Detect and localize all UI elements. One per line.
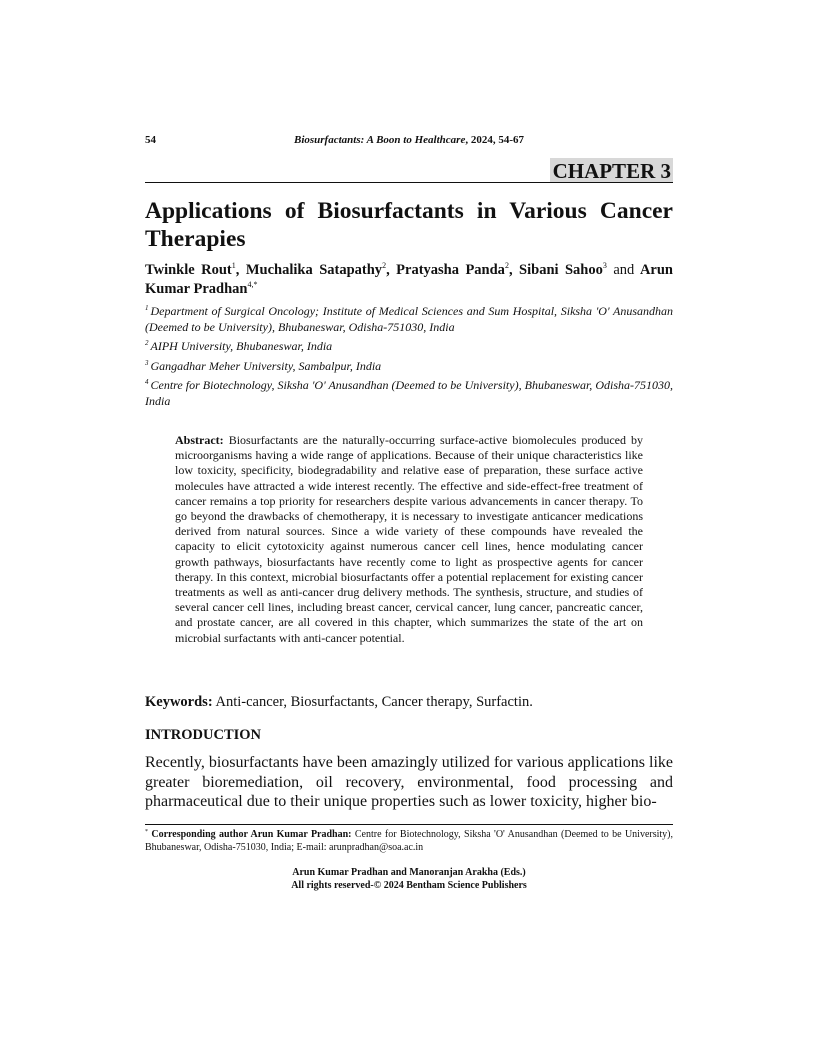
corresponding-author-footnote (145, 828, 673, 854)
affiliation-text: AIPH University, Bhubaneswar, India (150, 339, 333, 353)
section-heading-introduction: INTRODUCTION (145, 727, 262, 743)
author-affiliation-marker: 2 (504, 261, 509, 270)
author-affiliation-marker: 3 (602, 261, 607, 270)
running-head (145, 134, 673, 150)
author-name: Muchalika Satapathy (245, 262, 383, 278)
affiliation-text: Department of Surgical Oncology; Institute of Medical Sciences and Sum Hospital, Siksha 'O' Anusandhan (Deemed to be University), Bhubaneswar, Odisha-751030, India (145, 304, 673, 334)
affiliation-marker: 4 (145, 378, 149, 386)
author-affiliation-marker: 4,* (247, 280, 258, 289)
author-list (145, 261, 673, 299)
rights-line: All rights reserved-© 2024 Bentham Science Publishers (291, 879, 527, 891)
affiliation-text: Gangadhar Meher University, Sambalpur, India (150, 358, 382, 373)
author-separator: , (386, 262, 397, 278)
footnote-label: Corresponding author Arun Kumar Pradhan: (151, 829, 352, 840)
page-number: 54 (145, 134, 156, 146)
author-affiliation-marker: 2 (382, 261, 387, 270)
author-name: Arun Kumar Pradhan (145, 262, 673, 297)
author-affiliation-marker: 1 (231, 261, 236, 270)
footnote-marker: * (145, 829, 148, 835)
chapter-label: CHAPTER 3 (550, 158, 673, 183)
keywords-label: Keywords: (145, 694, 213, 710)
author-name: Pratyasha Panda (396, 262, 505, 278)
introduction-paragraph: Recently, biosurfactants have been amazingly utilized for various applications like greater bioremediation, oil recovery, environmental, food processing and pharmaceutical due to their unique properties such as lower toxicity, higher bio- (145, 754, 673, 810)
chapter-title: Applications of Biosurfactants in Various Cancer Therapies (145, 198, 673, 252)
journal-details: , 2024, 54-67 (465, 134, 524, 146)
affiliation-marker: 2 (145, 339, 149, 347)
abstract (175, 433, 643, 646)
author-separator: , (508, 262, 520, 278)
author-name: Twinkle Rout (145, 262, 232, 278)
header-rule (145, 182, 673, 183)
affiliation (145, 339, 673, 355)
editors-line: Arun Kumar Pradhan and Manoranjan Arakha (Eds.) (292, 867, 526, 878)
keywords-text: Anti-cancer, Biosurfactants, Cancer therapy, Surfactin. (215, 694, 533, 710)
keywords (145, 694, 673, 711)
affiliation-text: Centre for Biotechnology, Siksha 'O' Anusandhan (Deemed to be University), Bhubaneswar, Odisha-751030, India (145, 378, 673, 408)
author-conjunction: and (613, 262, 635, 278)
author-name: Sibani Sahoo (519, 262, 603, 278)
abstract-label: Abstract: (175, 433, 224, 447)
journal-citation (145, 134, 673, 146)
affiliation-list (145, 304, 673, 413)
footnote-rule (145, 824, 673, 825)
affiliation-marker: 1 (145, 304, 149, 312)
abstract-text: Biosurfactants are the naturally-occurring surface-active biomolecules produced by microorganisms having a wide range of applications. Because of their unique characteristics like low toxicity, specificity, biodegradability and relative ease of preparation, these surface active molecules have attracted a wide interest recently. The effective and side-effect-free treatment of cancer remains a top priority for researchers despite various advancements in cancer therapy. To go beyond the drawbacks of chemotherapy, it is necessary to investigate anticancer medications derived from natural sources. Since a wide variety of these compounds have revealed the capacity to elicit cytotoxicity against numerous cancer cell lines, hence modulating cancer growth pathways, biosurfactants have recently come to light as prospective agents for cancer therapy. In this context, microbial biosurfactants offer a potential replacement for existing cancer treatments as well as anti-cancer drug delivery methods. The synthesis, structure, and studies of several cancer cell lines, including breast cancer, cervical cancer, lung cancer, pancreatic cancer, and prostate cancer, are all covered in this chapter, which summarizes the state of the art on microbial surfactants with anti-cancer potential. (175, 433, 644, 645)
author-separator: , (235, 262, 246, 278)
footnote-text: Centre for Biotechnology, Siksha 'O' Anusandhan (Deemed to be University), Bhubaneswar, Odisha-751030, India; E-mail: arunpradhan@soa.ac.in (145, 829, 673, 853)
affiliation-marker: 3 (145, 358, 149, 367)
affiliation (145, 378, 673, 409)
affiliation (145, 359, 673, 375)
journal-title: Biosurfactants: A Boon to Healthcare (293, 134, 466, 146)
publisher-info (145, 867, 673, 892)
affiliation (145, 304, 673, 335)
